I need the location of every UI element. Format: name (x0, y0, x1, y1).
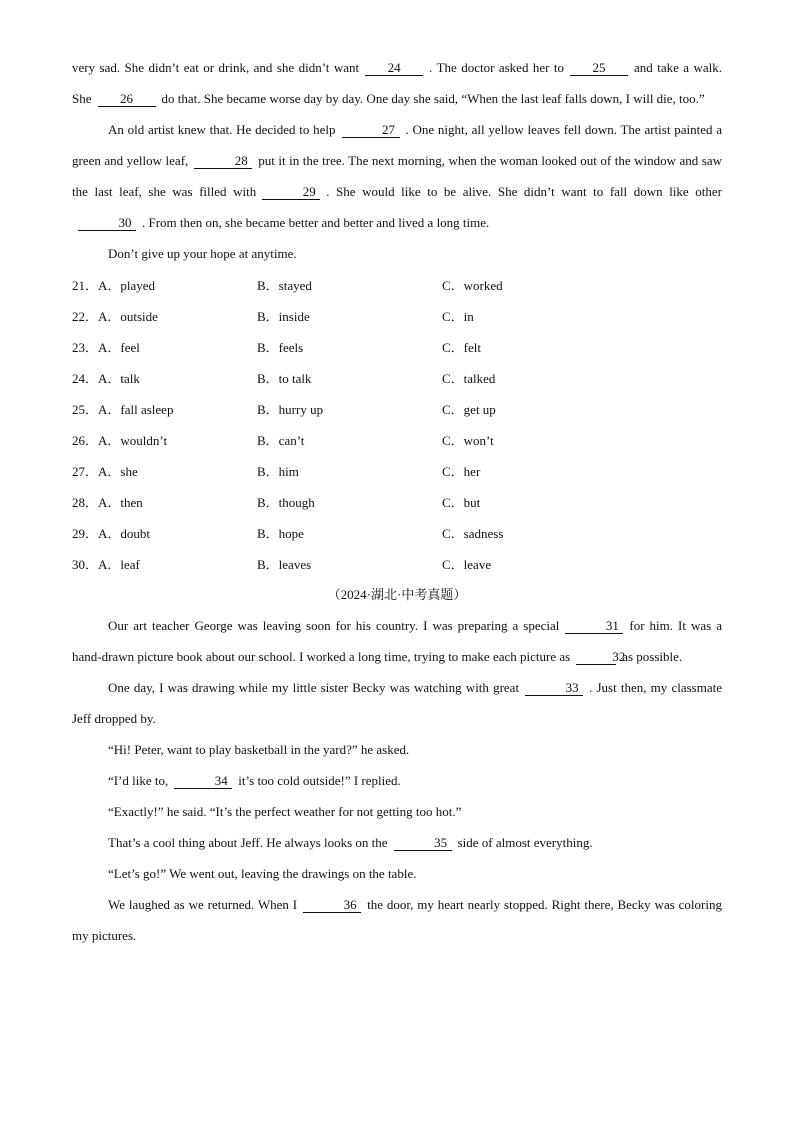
option-b[interactable]: B．inside (257, 309, 310, 324)
blank-32[interactable]: 32 (576, 649, 616, 665)
option-a[interactable]: 26．A．wouldn’t (72, 433, 168, 448)
option-c[interactable]: C．but (442, 495, 481, 510)
blank-27[interactable]: 27 (342, 122, 400, 138)
blank-26[interactable]: 26 (98, 91, 156, 107)
option-c[interactable]: C．in (442, 309, 474, 324)
option-row (72, 548, 722, 579)
paragraph (72, 672, 722, 734)
option-a[interactable]: 28．A．then (72, 495, 143, 510)
option-a[interactable]: 25．A．fall asleep (72, 402, 174, 417)
text: for him. It was a hand-drawn picture book about our school. I worked a long time, trying to make each picture as (72, 618, 722, 664)
option-row (72, 393, 722, 424)
option-c[interactable]: C．talked (442, 371, 496, 386)
paragraph: “Exactly!” he said. “It’s the perfect weather for not getting too hot.” (108, 804, 462, 819)
option-b[interactable]: B．stayed (257, 278, 312, 293)
option-row (72, 455, 722, 486)
option-b[interactable]: B．hurry up (257, 402, 324, 417)
paragraph (72, 827, 722, 858)
option-a[interactable]: 27．A．she (72, 464, 138, 479)
option-c[interactable]: C．sadness (442, 526, 504, 541)
text: . From then on, she became better and better and lived a long time. (142, 215, 490, 230)
blank-29[interactable]: 29 (262, 184, 320, 200)
blank-35[interactable]: 35 (394, 835, 452, 851)
option-b[interactable]: B．leaves (257, 557, 312, 572)
paragraph: Don’t give up your hope at anytime. (108, 246, 297, 261)
option-b[interactable]: B．feels (257, 340, 304, 355)
option-a[interactable]: 22．A．outside (72, 309, 158, 324)
document-page (72, 52, 722, 951)
option-c[interactable]: C．her (442, 464, 481, 479)
blank-24[interactable]: 24 (365, 60, 423, 76)
option-b[interactable]: B．to talk (257, 371, 312, 386)
option-row (72, 486, 722, 517)
text: . One night, all yellow leaves fell down. The artist painted a green and yellow leaf, (72, 122, 722, 168)
text: side of almost everything. (457, 835, 593, 850)
option-a[interactable]: 21．A．played (72, 278, 156, 293)
options-list (72, 269, 722, 579)
option-row (72, 424, 722, 455)
blank-25[interactable]: 25 (570, 60, 628, 76)
text: do that. She became worse day by day. One day she said, “When the last leaf falls down, I will die, too.” (161, 91, 705, 106)
paragraph (72, 52, 722, 114)
option-b[interactable]: B．though (257, 495, 315, 510)
blank-30[interactable]: 30 (78, 215, 136, 231)
option-a[interactable]: 30．A．leaf (72, 557, 140, 572)
text: . Just then, my classmate Jeff dropped by. (72, 680, 722, 726)
option-c[interactable]: C．felt (442, 340, 481, 355)
option-a[interactable]: 29．A．doubt (72, 526, 151, 541)
option-b[interactable]: B．can’t (257, 433, 305, 448)
option-c[interactable]: C．worked (442, 278, 503, 293)
paragraph (72, 114, 722, 238)
option-row (72, 331, 722, 362)
text: and take a walk. She (72, 60, 723, 106)
option-c[interactable]: C．leave (442, 557, 492, 572)
section-heading: （2024·湖北·中考真题） (327, 587, 467, 602)
text: . The doctor asked her to (429, 60, 565, 75)
text: it’s too cold outside!” I replied. (238, 773, 401, 788)
text: the door, my heart nearly stopped. Right there, Becky was coloring my pictures. (72, 897, 722, 943)
blank-34[interactable]: 34 (174, 773, 232, 789)
option-row (72, 269, 722, 300)
option-a[interactable]: 24．A．talk (72, 371, 140, 386)
option-row (72, 362, 722, 393)
paragraph (72, 765, 722, 796)
paragraph (72, 610, 722, 672)
blank-36[interactable]: 36 (303, 897, 361, 913)
text: Our art teacher George was leaving soon for his country. I was preparing a special (108, 618, 560, 633)
text: We laughed as we returned. When I (108, 897, 298, 912)
text: “I’d like to, (108, 773, 169, 788)
option-c[interactable]: C．won’t (442, 433, 494, 448)
text: That’s a cool thing about Jeff. He always looks on the (108, 835, 388, 850)
option-a[interactable]: 23．A．feel (72, 340, 140, 355)
text: One day, I was drawing while my little sister Becky was watching with great (108, 680, 520, 695)
blank-28[interactable]: 28 (194, 153, 252, 169)
blank-33[interactable]: 33 (525, 680, 583, 696)
option-b[interactable]: B．him (257, 464, 299, 479)
text: . She would like to be alive. She didn’t want to fall down like other (326, 184, 722, 199)
option-row (72, 300, 722, 331)
text: put it in the tree. The next morning, when the woman looked out of the window and saw the last leaf, she was filled with (72, 153, 722, 199)
blank-31[interactable]: 31 (565, 618, 623, 634)
option-row (72, 517, 722, 548)
paragraph: “Hi! Peter, want to play basketball in the yard?” he asked. (108, 742, 410, 757)
option-c[interactable]: C．get up (442, 402, 496, 417)
paragraph (72, 889, 722, 951)
paragraph: “Let’s go!” We went out, leaving the drawings on the table. (108, 866, 417, 881)
text: very sad. She didn’t eat or drink, and she didn’t want (72, 60, 360, 75)
option-b[interactable]: B．hope (257, 526, 304, 541)
text: as possible. (622, 649, 683, 664)
text: An old artist knew that. He decided to help (108, 122, 336, 137)
